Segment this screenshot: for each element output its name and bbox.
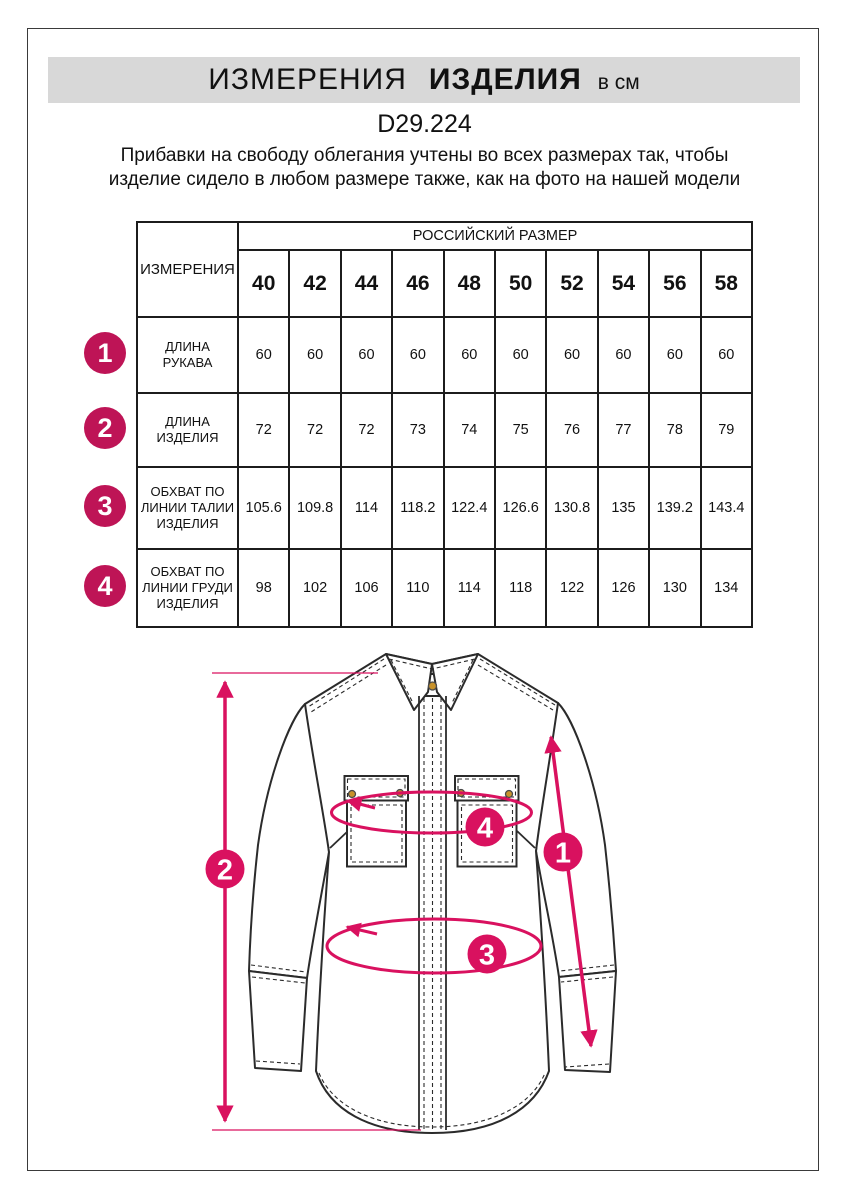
value-cell: 60: [289, 317, 340, 393]
size-header-cell: 48: [444, 250, 495, 317]
size-header-cell: 50: [495, 250, 546, 317]
value-cell: 60: [598, 317, 649, 393]
value-cell: 79: [701, 393, 753, 467]
diagram-badge-garment-length-label: 2: [216, 854, 234, 887]
size-table-wrap: [136, 221, 753, 628]
value-cell: 114: [341, 467, 392, 549]
value-cell: 60: [444, 317, 495, 393]
value-cell: 118.2: [392, 467, 443, 549]
diagram-badge-waist-girth-label: 3: [478, 939, 496, 972]
value-cell: 118: [495, 549, 546, 627]
value-cell: 77: [598, 393, 649, 467]
measurement-label: ОБХВАТ ПО ЛИНИИ ГРУДИ ИЗДЕЛИЯ: [137, 549, 238, 627]
row-badge-garment-length: 2: [84, 407, 126, 449]
row-badge-chest-girth: 4: [84, 565, 126, 607]
row-badge-sleeve-length: 1: [84, 332, 126, 374]
value-cell: 110: [392, 549, 443, 627]
fit-note: Прибавки на свободу облегания учтены во всех размерах так, чтобы изделие сидело в любом размере также, как на фото на нашей модели: [108, 145, 741, 190]
value-cell: 109.8: [289, 467, 340, 549]
table-row: [137, 549, 752, 627]
product-code: D29.224: [377, 110, 472, 138]
value-cell: 130: [649, 549, 700, 627]
title-band: [48, 57, 800, 103]
measurement-label: ДЛИНА РУКАВА: [137, 317, 238, 393]
size-group-header: РОССИЙСКИЙ РАЗМЕР: [238, 222, 752, 250]
value-cell: 105.6: [238, 467, 289, 549]
value-cell: 72: [238, 393, 289, 467]
size-header-cell: 46: [392, 250, 443, 317]
value-cell: 72: [341, 393, 392, 467]
value-cell: 122.4: [444, 467, 495, 549]
size-header-cell: 54: [598, 250, 649, 317]
table-row: [137, 393, 752, 467]
value-cell: 114: [444, 549, 495, 627]
measurement-label: ДЛИНА ИЗДЕЛИЯ: [137, 393, 238, 467]
value-cell: 73: [392, 393, 443, 467]
page-title-unit: в см: [597, 71, 640, 94]
value-cell: 60: [392, 317, 443, 393]
value-cell: 60: [341, 317, 392, 393]
table-header-row: [137, 222, 752, 250]
value-cell: 78: [649, 393, 700, 467]
value-cell: 106: [341, 549, 392, 627]
value-cell: 102: [289, 549, 340, 627]
value-cell: 76: [546, 393, 597, 467]
value-cell: 143.4: [701, 467, 753, 549]
size-table: [136, 221, 753, 628]
diagram-badge-sleeve-length-label: 1: [554, 837, 572, 870]
value-cell: 134: [701, 549, 753, 627]
measurement-label: ОБХВАТ ПО ЛИНИИ ТАЛИИ ИЗДЕЛИЯ: [137, 467, 238, 549]
value-cell: 126: [598, 549, 649, 627]
value-cell: 126.6: [495, 467, 546, 549]
table-row: [137, 467, 752, 549]
value-cell: 130.8: [546, 467, 597, 549]
size-header-cell: 58: [701, 250, 753, 317]
value-cell: 60: [546, 317, 597, 393]
value-cell: 139.2: [649, 467, 700, 549]
table-row: [137, 317, 752, 393]
value-cell: 60: [701, 317, 753, 393]
diagram-badge-chest-girth-label: 4: [476, 812, 494, 845]
size-header-cell: 56: [649, 250, 700, 317]
size-header-cell: 40: [238, 250, 289, 317]
value-cell: 60: [649, 317, 700, 393]
value-cell: 98: [238, 549, 289, 627]
row-badge-waist-girth: 3: [84, 485, 126, 527]
value-cell: 60: [495, 317, 546, 393]
value-cell: 74: [444, 393, 495, 467]
value-cell: 75: [495, 393, 546, 467]
value-cell: 60: [238, 317, 289, 393]
page-title: ИЗМЕРЕНИЯ: [208, 63, 407, 96]
shirt-sketch-svg: [195, 640, 670, 1140]
value-cell: 122: [546, 549, 597, 627]
measurements-column-header: ИЗМЕРЕНИЯ: [137, 222, 238, 317]
size-header-cell: 52: [546, 250, 597, 317]
value-cell: 135: [598, 467, 649, 549]
value-cell: 72: [289, 393, 340, 467]
shirt-technical-drawing: [195, 640, 670, 1140]
size-header-cell: 42: [289, 250, 340, 317]
size-header-cell: 44: [341, 250, 392, 317]
shirt-outline: [249, 654, 616, 1133]
page-title-emphasis: ИЗДЕЛИЯ: [428, 63, 582, 96]
